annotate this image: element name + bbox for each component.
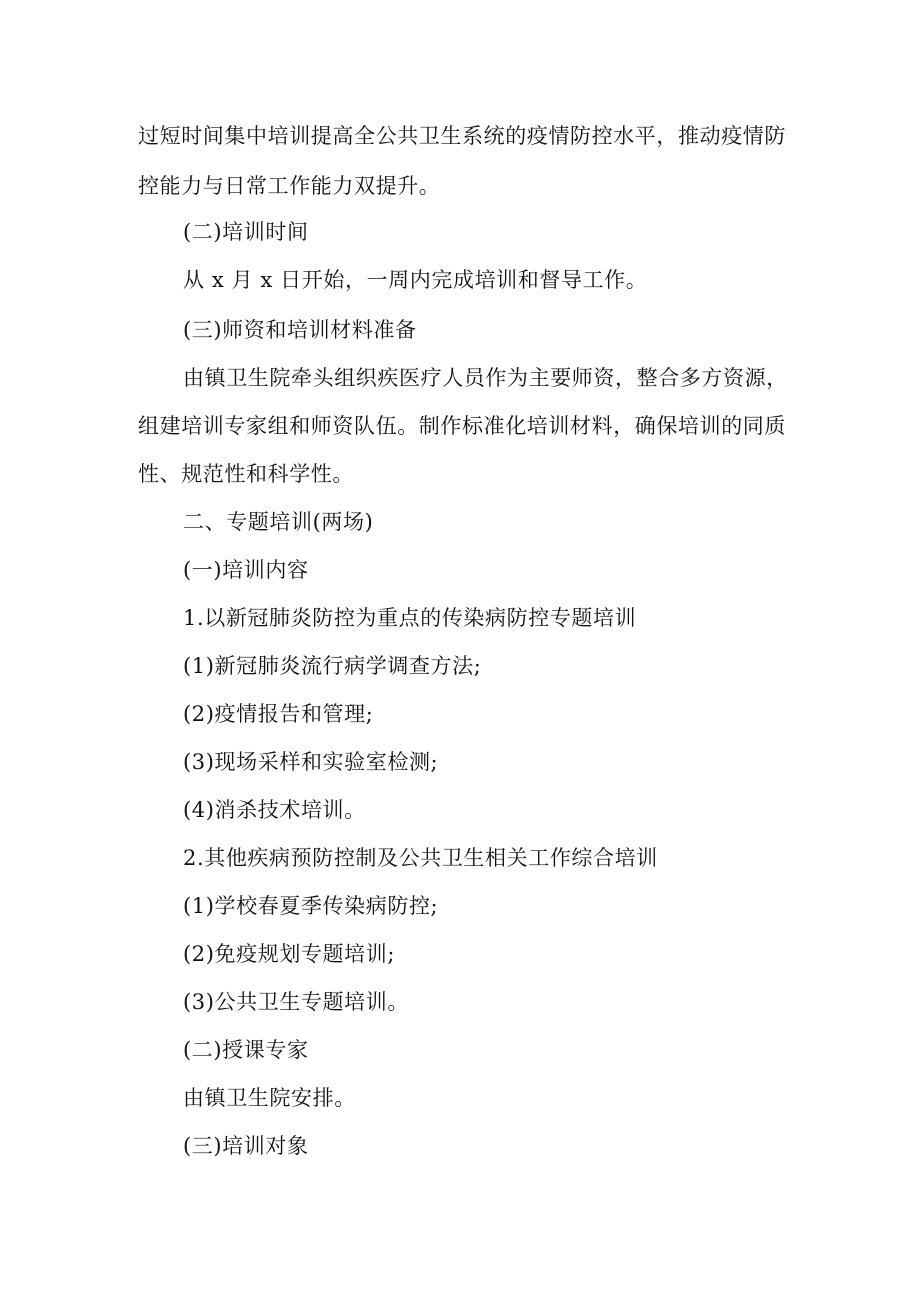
- paragraph-line: 组建培训专家组和师资队伍。制作标准化培训材料，确保培训的同质: [138, 414, 786, 438]
- list-item: (2)免疫规划专题培训;: [183, 942, 396, 966]
- section-heading: (二)培训时间: [183, 220, 309, 244]
- list-item: (1)学校春夏季传染病防控;: [183, 894, 439, 918]
- list-item: (3)公共卫生专题培训。: [183, 990, 409, 1014]
- section-heading: (三)培训对象: [183, 1134, 309, 1158]
- section-heading: 二、专题培训(两场): [183, 510, 374, 534]
- list-item: (2)疫情报告和管理;: [183, 702, 374, 726]
- paragraph-line: 从 x 月 x 日开始，一周内完成培训和督导工作。: [183, 268, 648, 292]
- list-item: 2.其他疾病预防控制及公共卫生相关工作综合培训: [183, 846, 658, 870]
- section-heading: (二)授课专家: [183, 1038, 309, 1062]
- list-item: (3)现场采样和实验室检测;: [183, 750, 439, 774]
- list-item: 1.以新冠肺炎防控为重点的传染病防控专题培训: [183, 606, 637, 630]
- paragraph-line: 性、规范性和科学性。: [138, 462, 354, 486]
- paragraph-line: 控能力与日常工作能力双提升。: [138, 174, 441, 198]
- paragraph-line: 由镇卫生院安排。: [183, 1086, 356, 1110]
- section-heading: (一)培训内容: [183, 558, 309, 582]
- section-heading: (三)师资和培训材料准备: [183, 318, 417, 342]
- list-item: (4)消杀技术培训。: [183, 798, 366, 822]
- list-item: (1)新冠肺炎流行病学调查方法;: [183, 654, 482, 678]
- paragraph-line: 由镇卫生院牵头组织疾医疗人员作为主要师资，整合多方资源，: [183, 366, 788, 390]
- paragraph-line: 过短时间集中培训提高全公共卫生系统的疫情防控水平，推动疫情防: [138, 124, 786, 148]
